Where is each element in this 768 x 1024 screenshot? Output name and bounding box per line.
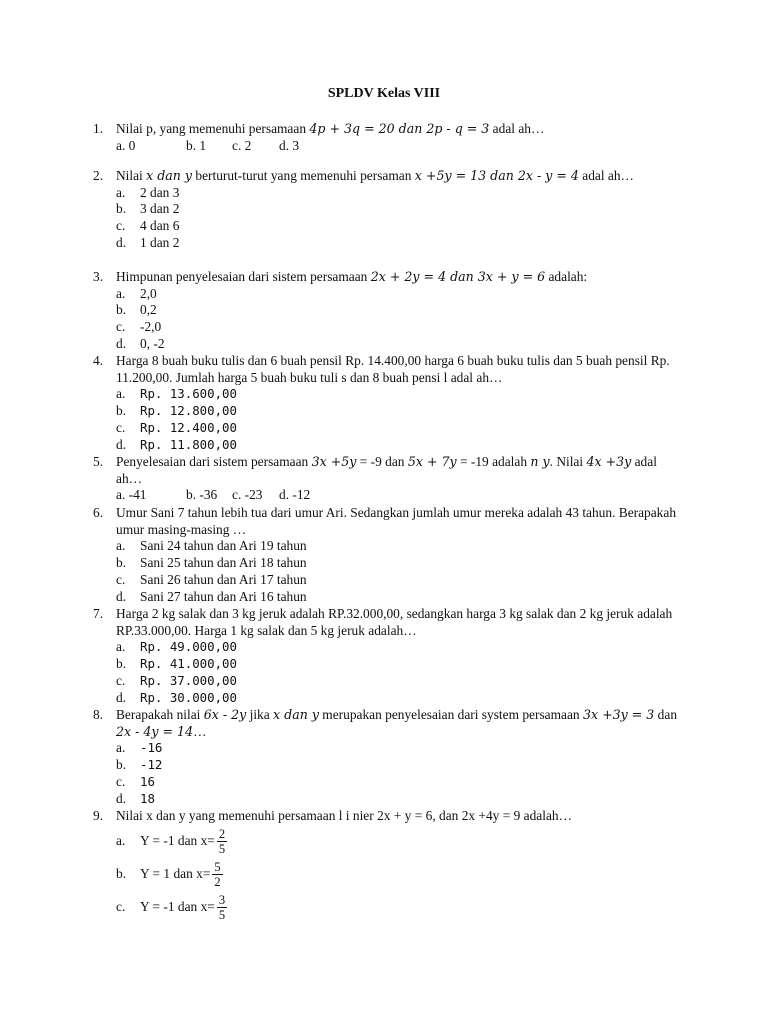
option-text: -2,0	[140, 319, 162, 335]
text-run: adal ah…	[578, 168, 634, 183]
answer-option[interactable]	[116, 858, 683, 891]
text-run: adal ah…	[116, 454, 657, 486]
answer-option[interactable]: d. 3	[279, 137, 300, 153]
answer-option[interactable]	[116, 201, 683, 218]
question-text	[116, 269, 683, 286]
question-text	[116, 454, 683, 487]
question-item	[93, 606, 683, 706]
math-expression: x +5y = 13 dan 2x - y = 4	[414, 168, 579, 183]
option-letter: a.	[116, 285, 126, 301]
answer-option[interactable]: d. -12	[279, 487, 311, 503]
math-expression: x dan y	[273, 707, 319, 722]
answer-option[interactable]	[116, 218, 683, 235]
answer-option[interactable]	[116, 555, 683, 572]
text-run: . Nilai	[549, 454, 587, 469]
text-run: …	[193, 723, 207, 739]
fraction-denominator: 2	[214, 874, 221, 889]
question-item	[93, 269, 683, 353]
option-text: Y = 1 dan x=	[140, 865, 211, 881]
answer-option[interactable]	[116, 690, 683, 707]
question-number: 6.	[93, 505, 104, 520]
answer-option[interactable]: c. 2	[232, 137, 252, 153]
question-item	[93, 353, 683, 453]
text-run: berturut-turut yang memenuhi persaman	[192, 168, 415, 183]
option-text: Rp. 30.000,00	[140, 689, 237, 705]
option-letter: b.	[116, 302, 127, 318]
option-letter: b.	[116, 201, 127, 217]
option-letter: c.	[116, 773, 126, 789]
answer-option[interactable]	[116, 673, 683, 690]
answer-option[interactable]	[116, 656, 683, 673]
option-letter: a.	[116, 639, 126, 655]
option-letter: a.	[116, 832, 126, 848]
text-run: adal ah…	[489, 121, 545, 136]
text-run: Nilai	[116, 168, 147, 183]
question-text	[116, 808, 683, 825]
answer-options	[116, 138, 683, 154]
math-expression: 2x + 2y = 4 dan 3x + y = 6	[370, 269, 546, 284]
fraction	[217, 827, 227, 856]
answer-option[interactable]: b. -36	[186, 487, 218, 503]
option-letter: a.	[116, 184, 126, 200]
text-run: Umur Sani 7 tahun lebih tua dari umur Ari. Sedangkan jumlah umur mereka adalah 43 tahun. Berapakah umur masing-masing …	[116, 505, 677, 537]
question-item	[93, 168, 683, 252]
answer-options	[116, 740, 683, 807]
text-run: Nilai x dan y yang memenuhi persamaan l i nier 2x + y = 6, dan 2x +4y = 9 adalah…	[116, 808, 572, 823]
question-number: 2.	[93, 168, 104, 183]
question-text	[116, 707, 683, 740]
answer-options	[116, 286, 683, 353]
answer-option[interactable]	[116, 589, 683, 606]
option-letter: b.	[116, 757, 127, 773]
question-number: 9.	[93, 808, 104, 823]
option-text: Y = -1 dan x=	[140, 898, 215, 914]
answer-option[interactable]: b. 1	[186, 137, 207, 153]
question-number: 5.	[93, 454, 104, 469]
question-number: 7.	[93, 606, 104, 621]
option-letter: a.	[116, 538, 126, 554]
option-text: Rp. 11.800,00	[140, 436, 237, 452]
option-text: Rp. 12.800,00	[140, 403, 237, 419]
fraction	[212, 860, 222, 889]
option-letter: b.	[116, 555, 127, 571]
question-text	[116, 505, 683, 538]
option-text: -16	[140, 740, 163, 756]
answer-options	[116, 185, 683, 252]
option-letter: d.	[116, 588, 127, 604]
fraction-denominator: 5	[218, 907, 226, 922]
answer-option[interactable]	[116, 538, 683, 555]
option-letter: c.	[116, 218, 126, 234]
math-expression: 3x +3y = 3	[582, 707, 655, 722]
answer-option[interactable]	[116, 437, 683, 454]
fraction	[217, 893, 227, 922]
text-run: Harga 2 kg salak dan 3 kg jeruk adalah RP.32.000,00, sedangkan harga 3 kg salak dan 2 kg jeruk adalah RP.33.000,00. Harga 1 kg salak dan 5 kg jeruk adalah…	[116, 606, 673, 638]
answer-option[interactable]	[116, 891, 683, 924]
math-expression: 5x + 7y	[407, 454, 457, 469]
text-run: Nilai p, yang memenuhi persamaan	[116, 121, 310, 136]
answer-option[interactable]	[116, 185, 683, 202]
question-text	[116, 121, 683, 138]
text-run: = -19 adalah	[456, 454, 531, 469]
answer-option[interactable]	[116, 235, 683, 252]
option-letter: b.	[116, 403, 127, 419]
option-text: Rp. 12.400,00	[140, 419, 237, 435]
question-item	[93, 808, 683, 924]
option-letter: a.	[116, 386, 126, 402]
fraction-numerator: 2	[218, 826, 226, 841]
option-letter: b.	[116, 656, 127, 672]
text-run: dan	[654, 707, 678, 722]
question-text	[116, 353, 683, 386]
answer-option[interactable]: c. -23	[232, 487, 263, 503]
question-number: 3.	[93, 269, 104, 284]
answer-options	[116, 487, 683, 503]
option-text: 1 dan 2	[140, 234, 180, 250]
math-expression: 6x - 2y	[203, 707, 247, 722]
question-text	[116, 168, 683, 185]
question-item	[93, 121, 683, 154]
answer-options	[116, 825, 683, 924]
option-text: Rp. 41.000,00	[140, 656, 237, 672]
math-expression: 2x - 4y = 14	[116, 723, 194, 739]
answer-option[interactable]	[116, 825, 683, 858]
option-text: Rp. 49.000,00	[140, 639, 237, 655]
option-letter: d.	[116, 436, 127, 452]
option-letter: c.	[116, 571, 126, 587]
option-text: 0,2	[140, 302, 157, 318]
answer-option[interactable]: a. -41	[116, 487, 147, 503]
answer-option[interactable]	[116, 286, 683, 303]
option-letter: c.	[116, 898, 126, 914]
question-text	[116, 606, 683, 639]
question-number: 8.	[93, 707, 104, 722]
option-text: Rp. 13.600,00	[140, 386, 237, 402]
text-run: Berapakah nilai	[116, 707, 204, 722]
option-letter: b.	[116, 865, 127, 881]
math-expression: 4x +3y	[586, 454, 632, 469]
math-expression: n y	[530, 454, 550, 469]
answer-options	[116, 386, 683, 453]
option-text: 0, -2	[140, 335, 165, 351]
option-text: 18	[140, 790, 155, 806]
fraction-numerator: 3	[218, 892, 226, 907]
answer-option[interactable]	[116, 302, 683, 319]
question-number: 4.	[93, 353, 104, 368]
fraction-denominator: 5	[218, 841, 226, 856]
answer-option[interactable]	[116, 639, 683, 656]
option-letter: c.	[116, 672, 126, 688]
option-letter: c.	[116, 319, 126, 335]
question-item	[93, 707, 683, 807]
option-letter: d.	[116, 790, 127, 806]
option-text: 4 dan 6	[140, 218, 180, 234]
option-text: Sani 26 tahun dan Ari 17 tahun	[140, 571, 307, 587]
question-item	[93, 505, 683, 605]
option-text: Y = -1 dan x=	[140, 832, 215, 848]
answer-options	[116, 639, 683, 706]
answer-option[interactable]	[116, 420, 683, 437]
option-letter: c.	[116, 419, 126, 435]
text-run: adalah:	[545, 269, 588, 284]
answer-option[interactable]	[116, 403, 683, 420]
answer-option[interactable]	[116, 791, 683, 808]
answer-option[interactable]	[116, 336, 683, 353]
math-expression: 3x +5y	[311, 454, 357, 469]
option-text: 3 dan 2	[140, 201, 180, 217]
answer-option[interactable]	[116, 319, 683, 336]
document-title: SPLDV Kelas VIII	[327, 86, 441, 101]
option-letter: d.	[116, 234, 127, 250]
text-run: merupakan penyelesaian dari system persamaan	[318, 707, 583, 722]
question-number: 1.	[93, 121, 104, 136]
option-letter: d.	[116, 689, 127, 705]
text-run: = -9 dan	[356, 454, 408, 469]
math-expression: 4p + 3q = 20 dan 2p - q = 3	[309, 121, 490, 136]
option-text: 2,0	[140, 285, 157, 301]
text-run: Himpunan penyelesaian dari sistem persamaan	[116, 269, 371, 284]
option-text: Rp. 37.000,00	[140, 672, 237, 688]
option-text: Sani 27 tahun dan Ari 16 tahun	[140, 588, 307, 604]
option-text: -12	[140, 757, 163, 773]
option-letter: a.	[116, 740, 126, 756]
option-text: Sani 25 tahun dan Ari 18 tahun	[140, 555, 307, 571]
text-run: Harga 8 buah buku tulis dan 6 buah pensil Rp. 14.400,00 harga 6 buah buku tulis dan 5 buah pensil Rp. 11.200,00. Jumlah harga 5 buah buku tuli s dan 8 buah pensi l adal ah…	[116, 353, 670, 385]
option-text: 2 dan 3	[140, 184, 180, 200]
option-letter: d.	[116, 335, 127, 351]
math-expression: x dan y	[146, 168, 193, 183]
option-text: Sani 24 tahun dan Ari 19 tahun	[140, 538, 307, 554]
text-run: Penyelesaian dari sistem persamaan	[116, 454, 312, 469]
answer-option[interactable]: a. 0	[116, 137, 136, 153]
fraction-numerator: 5	[214, 859, 221, 874]
option-text: 16	[140, 773, 155, 789]
answer-option[interactable]	[116, 572, 683, 589]
answer-option[interactable]	[116, 386, 683, 403]
answer-option[interactable]	[116, 774, 683, 791]
answer-option[interactable]	[116, 740, 683, 757]
text-run: jika	[246, 707, 274, 722]
answer-option[interactable]	[116, 757, 683, 774]
question-item	[93, 454, 683, 503]
answer-options	[116, 538, 683, 605]
